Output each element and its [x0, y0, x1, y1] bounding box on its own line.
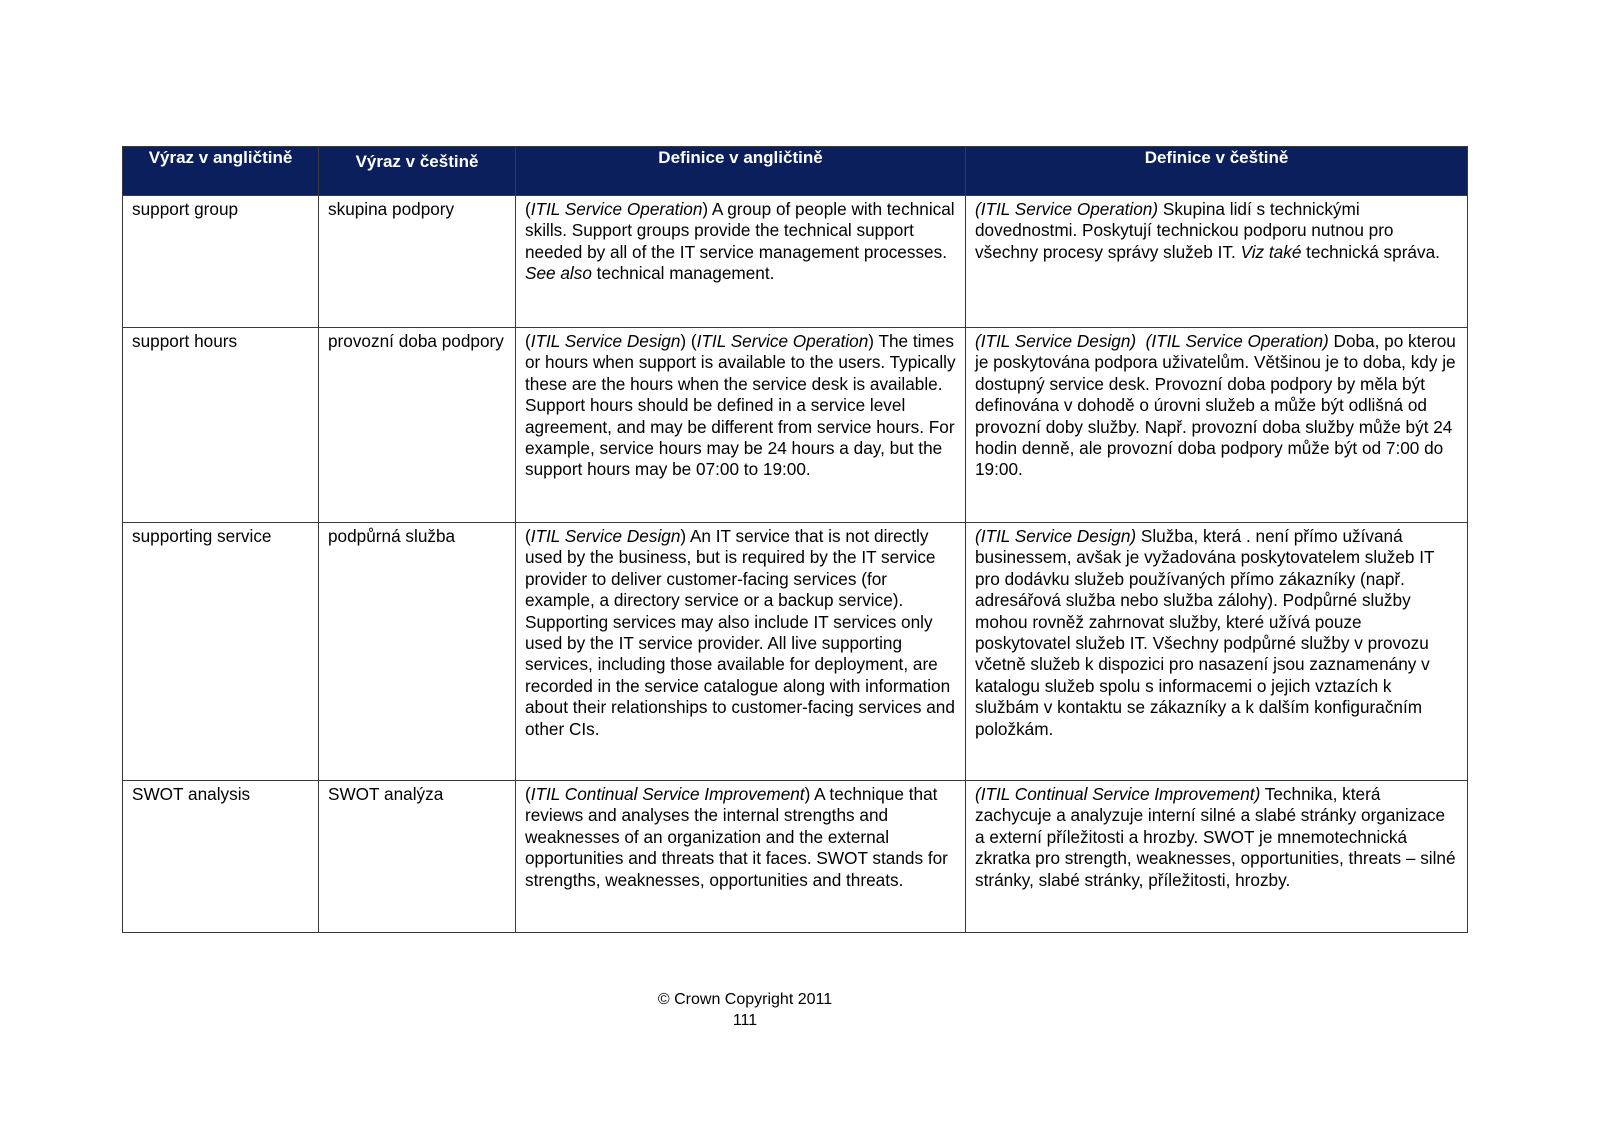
definition-cs: [966, 328, 1468, 523]
definition-cs: [966, 523, 1468, 781]
see-also-label: See also: [525, 263, 592, 284]
paren-open: (: [525, 526, 531, 546]
definition-text: ) A group of people with technical skills. Support groups provide the technical support needed by all of the IT service management processes.: [525, 199, 955, 262]
see-also-text: technical management.: [591, 263, 775, 284]
paren-open: (: [525, 784, 531, 804]
table-row: [123, 781, 1468, 933]
page-number: 111: [732, 1012, 758, 1029]
definition-text: ) An IT service that is not directly used by the business, but is required by the IT service provider to deliver customer-facing services (for example, a directory service or a backup service). Supporting services may also include IT services only used by the IT service provider. All live supporting services, including those available for deployment, are recorded in the service catalogue along with information about their relationships to customer-facing services and other CIs.: [525, 526, 955, 739]
header-definition-cs: Definice v češtině: [966, 147, 1468, 196]
definition-en: [516, 196, 966, 328]
term-en: support group: [123, 196, 319, 328]
definition-source: ITIL Service Design: [530, 526, 681, 546]
see-also-label: Viz také: [1240, 241, 1302, 262]
definition-text: Skupina lidí s technickými dovednostmi. Poskytují technickou podporu nutnou pro všechny procesy správy služeb IT.: [975, 199, 1394, 262]
definition-source-2: ITIL Service Operation: [696, 331, 869, 351]
definition-text: Doba, po kterou je poskytována podpora uživatelům. Většinou je to doba, kdy je dostupný service desk. Provozní doba podpory by měla být definována v dohodě o úrovni služeb a může být odlišná od provozní doby služby. Např. provozní doba služby může být 24 hodin denně, ale provozní doba podpory může být od 7:00 do 19:00.: [975, 331, 1456, 480]
definition-en: [516, 328, 966, 523]
definition-source: (ITIL Continual Service Improvement): [975, 784, 1261, 804]
definition-source: (ITIL Service Operation): [975, 199, 1159, 219]
definition-text: Služba, která . není přímo užívaná businessem, avšak je vyžadována poskytovatelem služeb IT pro dodávku služeb používaných přímo zákazníky (např. adresářová služba nebo služba zálohy). Podpůrné služby mohou rovněž zahrnovat služby, které užívá pouze poskytovatel služeb IT. Všechny podpůrné služby v provozu včetně služeb k dispozici pro nasazení jsou zaznamenány v katalogu služeb spolu s informacemi o jejich vztazích k službám v kontaktu se zákazníky a k dalším konfiguračním položkám.: [975, 526, 1435, 739]
definition-source: ITIL Service Design: [530, 331, 681, 351]
definition-cs: [966, 781, 1468, 933]
table-row: [123, 328, 1468, 523]
definition-text: ) A technique that reviews and analyses the internal strengths and weaknesses of an organization and the external opportunities and threats that it faces. SWOT stands for strengths, weaknesses, opportunities and threats.: [525, 784, 948, 890]
term-cs: provozní doba podpory: [319, 328, 516, 523]
definition-en: [516, 781, 966, 933]
definition-text: ) The times or hours when support is available to the users. Typically these are the hours when the service desk is available. Support hours should be defined in a service level agreement, and may be different from service hours. For example, service hours may be 24 hours a day, but the support hours may be 07:00 to 19:00.: [525, 331, 956, 480]
term-en: support hours: [123, 328, 319, 523]
term-cs: podpůrná služba: [319, 523, 516, 781]
paren-open: (: [525, 199, 531, 219]
term-en: supporting service: [123, 523, 319, 781]
header-term-cs: Výraz v češtině: [319, 147, 516, 196]
definition-cs: [966, 196, 1468, 328]
see-also-text: technická správa.: [1301, 241, 1440, 262]
header-definition-en: Definice v angličtině: [516, 147, 966, 196]
glossary-table: [122, 146, 1468, 933]
definition-source: (ITIL Service Design) (ITIL Service Operation): [975, 331, 1329, 351]
definition-source: (ITIL Service Design): [975, 526, 1137, 546]
term-en: SWOT analysis: [123, 781, 319, 933]
term-cs: SWOT analýza: [319, 781, 516, 933]
copyright-notice: © Crown Copyright 2011: [657, 991, 833, 1008]
table-row: [123, 196, 1468, 328]
paren-between: ) (: [680, 331, 697, 351]
definition-en: [516, 523, 966, 781]
term-cs: skupina podpory: [319, 196, 516, 328]
table-row: [123, 523, 1468, 781]
definition-source: ITIL Continual Service Improvement: [530, 784, 805, 804]
table-header-row: [123, 147, 1468, 196]
definition-source: ITIL Service Operation: [530, 199, 703, 219]
definition-text: Technika, která zachycuje a analyzuje interní silné a slabé stránky organizace a externí příležitosti a hrozby. SWOT je mnemotechnická zkratka pro strength, weaknesses, opportunities, threats – silné stránky, slabé stránky, příležitosti, hrozby.: [975, 784, 1456, 890]
header-term-en: Výraz v angličtině: [123, 147, 319, 196]
paren-open: (: [525, 331, 531, 351]
